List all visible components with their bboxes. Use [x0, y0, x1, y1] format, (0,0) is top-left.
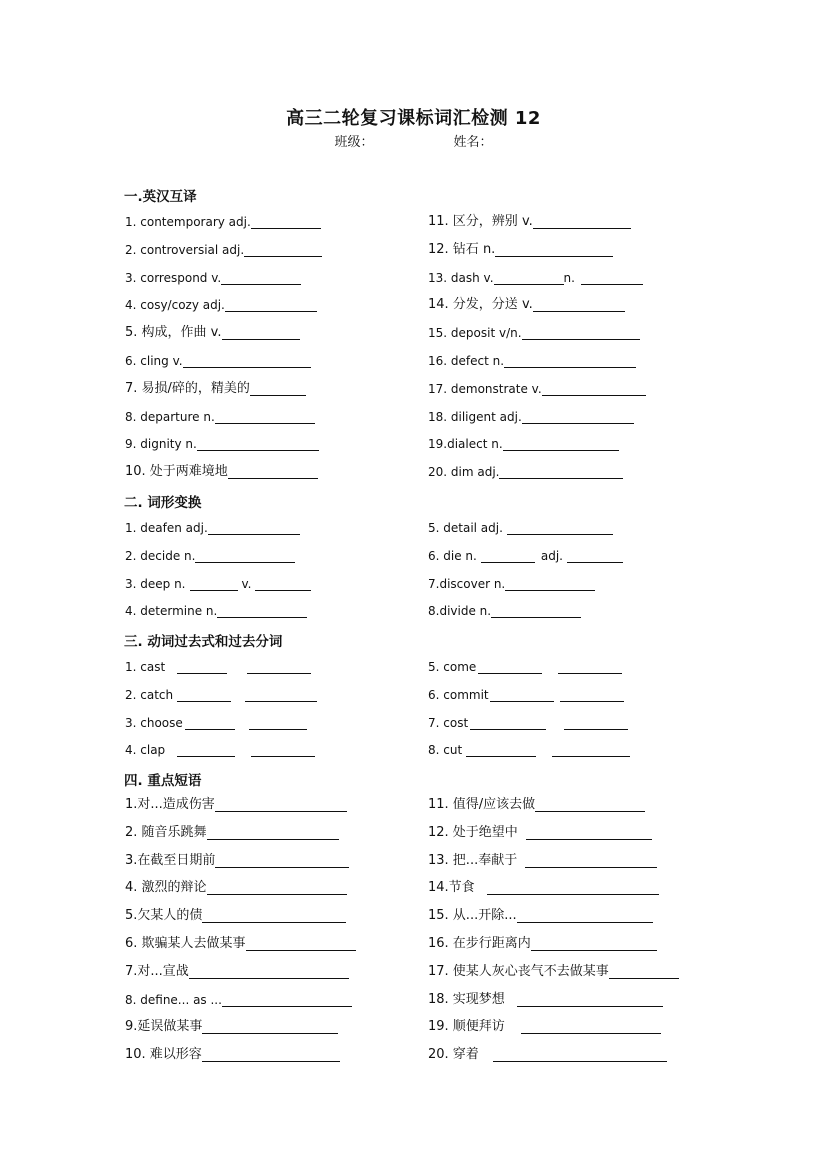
answer-blank[interactable]: [197, 436, 319, 451]
question-item: 11. 区分，辨别 v.: [428, 211, 728, 239]
section-heading-translation: 一.英汉互译: [124, 189, 197, 205]
question-item: 17. demonstrate v.: [428, 378, 728, 406]
question-item: 7. 易损/碎的，精美的: [125, 378, 425, 406]
question-item: 1. deafen adj.: [125, 517, 425, 545]
answer-blank[interactable]: [490, 687, 554, 702]
answer-blank[interactable]: [177, 687, 231, 702]
answer-blank[interactable]: [244, 242, 322, 257]
question-item: 8. cut: [428, 739, 728, 767]
question-item: 1. cast: [125, 656, 425, 684]
section1-right-column: [428, 211, 728, 489]
question-item: 11. 值得/应该去做: [428, 794, 728, 822]
answer-blank[interactable]: [215, 797, 347, 812]
answer-blank[interactable]: [208, 520, 300, 535]
answer-blank[interactable]: [225, 297, 317, 312]
question-item: 7. cost: [428, 712, 728, 740]
question-item: 4. cosy/cozy adj.: [125, 294, 425, 322]
question-item: 18. 实现梦想: [428, 989, 728, 1017]
question-item: 2. decide n.: [125, 545, 425, 573]
answer-blank[interactable]: [255, 576, 311, 591]
answer-blank[interactable]: [542, 381, 646, 396]
answer-blank[interactable]: [478, 659, 542, 674]
question-item: 8.divide n.: [428, 600, 728, 628]
section3-right-column: [428, 656, 728, 767]
answer-blank[interactable]: [494, 270, 564, 285]
answer-blank[interactable]: [228, 464, 318, 479]
answer-blank[interactable]: [581, 270, 643, 285]
question-item: 18. diligent adj.: [428, 406, 728, 434]
question-item: 15. deposit v/n.: [428, 322, 728, 350]
answer-blank[interactable]: [177, 659, 227, 674]
question-item: 7.对...宣战: [125, 961, 425, 989]
answer-blank[interactable]: [533, 297, 625, 312]
answer-blank[interactable]: [535, 797, 645, 812]
answer-blank[interactable]: [202, 1019, 338, 1034]
question-item: 6. cling v.: [125, 350, 425, 378]
question-item: 4. 激烈的辩论: [125, 877, 425, 905]
question-item: 8. departure n.: [125, 406, 425, 434]
answer-blank[interactable]: [521, 1019, 661, 1034]
question-item: 9.延误做某事: [125, 1016, 425, 1044]
question-item: 5. detail adj.: [428, 517, 728, 545]
answer-blank[interactable]: [504, 353, 636, 368]
answer-blank[interactable]: [517, 908, 653, 923]
answer-blank[interactable]: [195, 548, 295, 563]
question-item: 16. defect n.: [428, 350, 728, 378]
answer-blank[interactable]: [190, 576, 238, 591]
answer-blank[interactable]: [217, 603, 307, 618]
answer-blank[interactable]: [202, 908, 346, 923]
answer-blank[interactable]: [526, 825, 652, 840]
section-heading-key-phrases: 四. 重点短语: [124, 773, 202, 789]
question-item: 14. 分发，分送 v.: [428, 294, 728, 322]
question-item: 13. dash v. n.: [428, 267, 728, 295]
answer-blank[interactable]: [221, 270, 301, 285]
section4-right-column: [428, 794, 728, 1072]
answer-blank[interactable]: [250, 381, 306, 396]
answer-blank[interactable]: [525, 853, 657, 868]
section1-left-column: [125, 211, 425, 489]
page-title: 高三二轮复习课标词汇检测 12: [286, 108, 541, 129]
answer-blank[interactable]: [564, 715, 628, 730]
answer-blank[interactable]: [189, 964, 349, 979]
answer-blank[interactable]: [249, 715, 307, 730]
answer-blank[interactable]: [215, 853, 349, 868]
section2-left-column: [125, 517, 425, 628]
student-info-line: [0, 131, 827, 150]
question-item: 3.在截至日期前: [125, 850, 425, 878]
question-item: 5. 构成，作曲 v.: [125, 322, 425, 350]
answer-blank[interactable]: [207, 880, 347, 895]
question-item: 5.欠某人的债: [125, 905, 425, 933]
question-item: 10. 处于两难境地: [125, 461, 425, 489]
question-item: 2. 随音乐跳舞: [125, 822, 425, 850]
question-item: 12. 处于绝望中: [428, 822, 728, 850]
question-item: 4. determine n.: [125, 600, 425, 628]
question-item: 4. clap: [125, 739, 425, 767]
answer-blank[interactable]: [552, 742, 630, 757]
answer-blank[interactable]: [245, 687, 317, 702]
answer-blank[interactable]: [246, 936, 356, 951]
answer-blank[interactable]: [567, 548, 623, 563]
answer-blank[interactable]: [495, 242, 613, 257]
section2-right-column: [428, 517, 728, 628]
answer-blank[interactable]: [470, 715, 546, 730]
question-item: 8. define... as ...: [125, 989, 425, 1017]
question-item: 19.dialect n.: [428, 433, 728, 461]
question-item: 2. controversial adj.: [125, 239, 425, 267]
question-item: 7.discover n.: [428, 573, 728, 601]
answer-blank[interactable]: [522, 409, 634, 424]
answer-blank[interactable]: [247, 659, 311, 674]
answer-blank[interactable]: [251, 214, 321, 229]
answer-blank[interactable]: [558, 659, 622, 674]
answer-blank[interactable]: [499, 464, 623, 479]
question-item: 16. 在步行距离内: [428, 933, 728, 961]
answer-blank[interactable]: [493, 1047, 667, 1062]
answer-blank[interactable]: [487, 880, 659, 895]
answer-blank[interactable]: [481, 548, 535, 563]
question-item: 14.节食: [428, 877, 728, 905]
answer-blank[interactable]: [517, 992, 663, 1007]
name-label: 姓名：: [453, 135, 493, 150]
question-item: 3. deep n. v.: [125, 573, 425, 601]
answer-blank[interactable]: [522, 325, 640, 340]
question-item: 13. 把...奉献于: [428, 850, 728, 878]
answer-blank[interactable]: [503, 436, 619, 451]
answer-blank[interactable]: [222, 325, 300, 340]
class-label: 班级：: [334, 135, 374, 150]
question-item: 15. 从...开除...: [428, 905, 728, 933]
section-heading-verb-forms: 三. 动词过去式和过去分词: [124, 634, 283, 650]
answer-blank[interactable]: [215, 409, 315, 424]
section-heading-word-forms: 二. 词形变换: [124, 495, 202, 511]
answer-blank[interactable]: [202, 1047, 340, 1062]
question-item: 6. die n. adj.: [428, 545, 728, 573]
answer-blank[interactable]: [177, 742, 235, 757]
section3-left-column: [125, 656, 425, 767]
section4-left-column: [125, 794, 425, 1072]
question-item: 19. 顺便拜访: [428, 1016, 728, 1044]
question-item: 20. 穿着: [428, 1044, 728, 1072]
question-item: 20. dim adj.: [428, 461, 728, 489]
answer-blank[interactable]: [207, 825, 339, 840]
answer-blank[interactable]: [183, 353, 311, 368]
answer-blank[interactable]: [533, 214, 631, 229]
question-item: 6. 欺骗某人去做某事: [125, 933, 425, 961]
answer-blank[interactable]: [531, 936, 657, 951]
question-item: 9. dignity n.: [125, 433, 425, 461]
question-item: 3. choose: [125, 712, 425, 740]
answer-blank[interactable]: [560, 687, 624, 702]
question-item: 5. come: [428, 656, 728, 684]
answer-blank[interactable]: [507, 520, 613, 535]
answer-blank[interactable]: [505, 576, 595, 591]
question-item: 1. contemporary adj.: [125, 211, 425, 239]
question-item: 6. commit: [428, 684, 728, 712]
answer-blank[interactable]: [466, 742, 536, 757]
question-item: 10. 难以形容: [125, 1044, 425, 1072]
question-item: 1.对...造成伤害: [125, 794, 425, 822]
answer-blank[interactable]: [222, 992, 352, 1007]
answer-blank[interactable]: [491, 603, 581, 618]
answer-blank[interactable]: [609, 964, 679, 979]
question-item: 2. catch: [125, 684, 425, 712]
question-item: 12. 钻石 n.: [428, 239, 728, 267]
question-item: 3. correspond v.: [125, 267, 425, 295]
question-item: 17. 使某人灰心丧气不去做某事: [428, 961, 728, 989]
answer-blank[interactable]: [185, 715, 235, 730]
answer-blank[interactable]: [251, 742, 315, 757]
